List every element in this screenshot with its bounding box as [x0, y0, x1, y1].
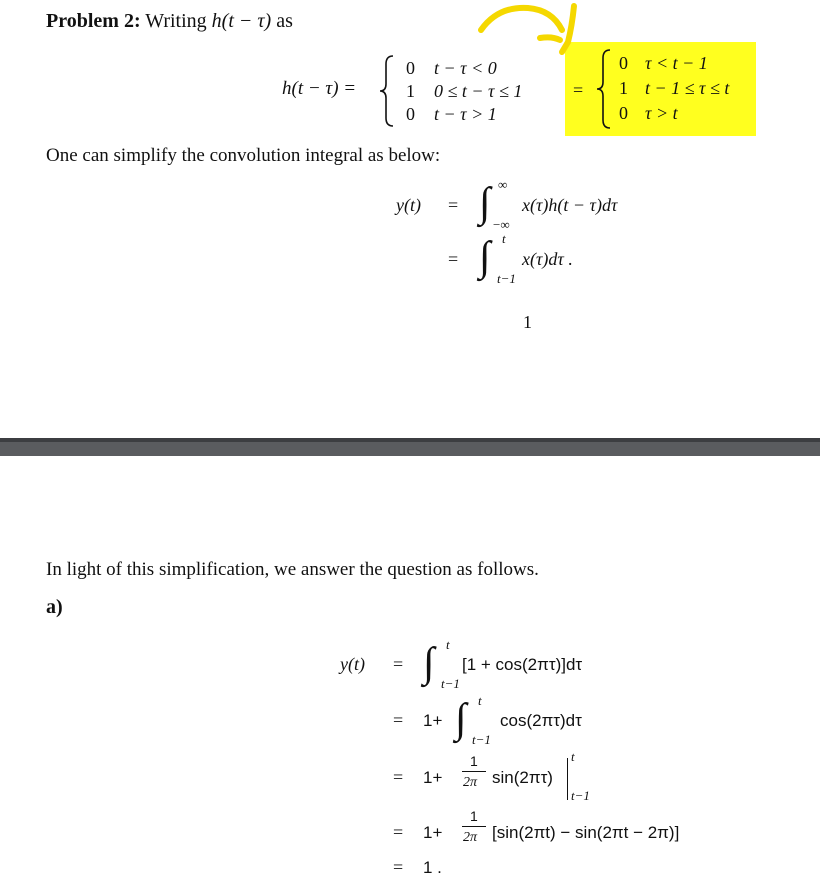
case-left-3-condition: t − τ > 1 — [434, 104, 497, 124]
int2-lower-limit: t−1 — [497, 271, 516, 286]
conv-eq-1: = — [448, 195, 459, 215]
deriv-integral-1: ∫ — [423, 640, 435, 686]
evaluation-bar — [567, 758, 568, 800]
deriv-line3-expr: sin(2πτ) — [492, 768, 553, 787]
case-left-2-value: 1 — [406, 81, 415, 101]
deriv-eq-2: = — [393, 710, 404, 730]
problem-intro: Writing — [145, 10, 207, 32]
problem-tail: as — [276, 10, 293, 32]
deriv-line4-frac-num: 1 — [470, 808, 478, 824]
deriv-line3-frac-bar — [462, 771, 486, 772]
case-left-2-condition: 0 ≤ t − τ ≤ 1 — [434, 81, 523, 101]
integral-sign-1: ∫ — [479, 180, 491, 226]
int1-integrand: x(τ)h(t − τ)dτ — [522, 195, 618, 215]
simplify-sentence: One can simplify the convolution integral as below: — [46, 145, 441, 166]
int2-upper-limit: t — [502, 231, 506, 246]
intro-sentence: In light of this simplification, we answer the question as follows. — [46, 559, 539, 580]
deriv-line3-one-plus: 1+ — [423, 768, 443, 787]
deriv-int2-upper: t — [478, 693, 482, 708]
deriv-int2-lower: t−1 — [472, 732, 491, 747]
problem-expression: h(t − τ) — [211, 10, 272, 32]
case-right-1-value: 0 — [619, 53, 628, 73]
case-right-2-condition: t − 1 ≤ τ ≤ t — [645, 78, 730, 98]
deriv-eq-5: = — [393, 857, 404, 877]
case-left-3-value: 0 — [406, 104, 415, 124]
deriv-line3-frac-den: 2π — [463, 775, 478, 790]
deriv-line2-integrand: cos(2πτ)dτ — [500, 711, 582, 730]
document-page-top — [0, 0, 820, 438]
case-left-1-condition: t − τ < 0 — [434, 58, 497, 78]
case-right-3-condition: τ > t — [645, 103, 678, 123]
cases-equals: = — [573, 80, 584, 100]
part-label: a) — [46, 596, 63, 618]
case-right-2-value: 1 — [619, 78, 628, 98]
deriv-line1-integrand: [1 + cos(2πτ)]dτ — [462, 655, 583, 674]
deriv-integral-2: ∫ — [455, 696, 467, 742]
page-number: 1 — [523, 312, 532, 332]
conv-eq-2: = — [448, 249, 459, 269]
deriv-lhs: y(t) — [340, 654, 365, 674]
deriv-eq-4: = — [393, 822, 404, 842]
case-right-1-condition: τ < t − 1 — [645, 53, 708, 73]
deriv-line2-one-plus: 1+ — [423, 711, 443, 730]
int1-lower-limit: −∞ — [493, 217, 510, 232]
page-divider — [0, 438, 820, 456]
deriv-line3-upper: t — [571, 749, 575, 764]
deriv-eq-3: = — [393, 767, 404, 787]
integral-sign-2: ∫ — [479, 234, 491, 280]
deriv-line4-one-plus: 1+ — [423, 823, 443, 842]
case-right-3-value: 0 — [619, 103, 628, 123]
deriv-int1-lower: t−1 — [441, 676, 460, 691]
problem-label: Problem 2: — [46, 10, 141, 32]
int2-integrand: x(τ)dτ . — [522, 249, 573, 269]
deriv-line3-lower: t−1 — [571, 788, 590, 803]
deriv-line3-frac-num: 1 — [470, 753, 478, 769]
conv-lhs: y(t) — [396, 195, 421, 215]
deriv-line4-expr: [sin(2πt) − sin(2πt − 2π)] — [492, 823, 680, 842]
deriv-eq-1: = — [393, 654, 404, 674]
deriv-line4-frac-bar — [462, 826, 486, 827]
deriv-result: 1 . — [423, 858, 442, 877]
deriv-int1-upper: t — [446, 637, 450, 652]
h-definition-lhs: h(t − τ) = — [282, 78, 357, 99]
case-left-1-value: 0 — [406, 58, 415, 78]
document-page-bottom — [0, 456, 820, 880]
deriv-line4-frac-den: 2π — [463, 830, 478, 845]
int1-upper-limit: ∞ — [498, 177, 508, 192]
